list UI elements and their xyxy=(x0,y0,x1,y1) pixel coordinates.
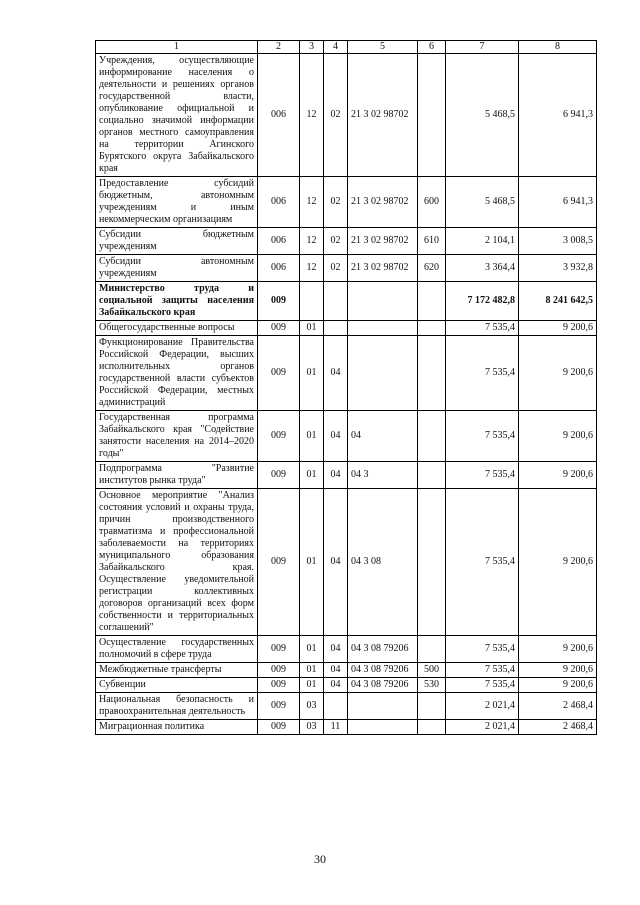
subsection-cell: 11 xyxy=(324,720,348,735)
ministry-code-cell: 006 xyxy=(258,54,300,177)
amount-2015-cell: 7 535,4 xyxy=(446,636,519,663)
section-cell: 01 xyxy=(300,321,324,336)
subsection-cell: 04 xyxy=(324,663,348,678)
amount-2016-cell: 9 200,6 xyxy=(519,462,597,489)
expense-type-cell: 530 xyxy=(418,678,446,693)
row-name-cell: Государственная программа Забайкальского края "Содействие занятости населения на 2014–2020 годы" xyxy=(96,411,258,462)
table-row xyxy=(96,636,597,663)
table-row xyxy=(96,228,597,255)
target-article-cell: 21 3 02 98702 xyxy=(348,177,418,228)
amount-2015-cell: 7 535,4 xyxy=(446,462,519,489)
table-row xyxy=(96,177,597,228)
subsection-cell: 02 xyxy=(324,255,348,282)
row-name-cell: Субсидии бюджетным учреждениям xyxy=(96,228,258,255)
section-cell: 01 xyxy=(300,411,324,462)
row-name-cell: Основное мероприятие "Анализ состояния условий и охраны труда, причин производственного травматизма и профессиональной заболеваемости на территориях муниципального образования Забайкальского края. Осуществление уведомительной регистрации коллективных договоров организаций всех форм собственности и территориальных соглашений" xyxy=(96,489,258,636)
section-cell xyxy=(300,282,324,321)
subsection-cell: 04 xyxy=(324,678,348,693)
expense-type-cell xyxy=(418,636,446,663)
expense-type-cell xyxy=(418,411,446,462)
row-name-cell: Общегосударственные вопросы xyxy=(96,321,258,336)
row-name-cell: Субвенции xyxy=(96,678,258,693)
column-header-4: 4 xyxy=(324,41,348,54)
target-article-cell: 21 3 02 98702 xyxy=(348,54,418,177)
table-row xyxy=(96,678,597,693)
budget-table xyxy=(95,40,597,735)
column-header-5: 5 xyxy=(348,41,418,54)
table-row xyxy=(96,462,597,489)
table-body xyxy=(96,54,597,735)
expense-type-cell xyxy=(418,336,446,411)
row-name-cell: Функционирование Правительства Российской Федерации, высших исполнительных органов государственной власти субъектов Российской Федерации, местных администраций xyxy=(96,336,258,411)
subsection-cell: 04 xyxy=(324,336,348,411)
amount-2015-cell: 7 535,4 xyxy=(446,678,519,693)
target-article-cell xyxy=(348,693,418,720)
ministry-code-cell: 009 xyxy=(258,411,300,462)
ministry-code-cell: 009 xyxy=(258,693,300,720)
ministry-code-cell: 006 xyxy=(258,177,300,228)
amount-2016-cell: 9 200,6 xyxy=(519,636,597,663)
amount-2016-cell: 6 941,3 xyxy=(519,54,597,177)
row-name-cell: Учреждения, осуществляющие информирование населения о деятельности и решениях органов государственной власти, опубликование официальной и социально значимой информации органов местного самоуправления на территории Агинского Бурятского округа Забайкальского края xyxy=(96,54,258,177)
table-header-row xyxy=(96,41,597,54)
expense-type-cell xyxy=(418,321,446,336)
target-article-cell: 21 3 02 98702 xyxy=(348,255,418,282)
column-header-1: 1 xyxy=(96,41,258,54)
amount-2016-cell: 3 932,8 xyxy=(519,255,597,282)
expense-type-cell: 600 xyxy=(418,177,446,228)
column-header-7: 7 xyxy=(446,41,519,54)
expense-type-cell xyxy=(418,54,446,177)
section-cell: 12 xyxy=(300,177,324,228)
table-row xyxy=(96,54,597,177)
row-name-cell: Субсидии автономным учреждениям xyxy=(96,255,258,282)
section-cell: 12 xyxy=(300,54,324,177)
section-cell: 01 xyxy=(300,462,324,489)
amount-2016-cell: 9 200,6 xyxy=(519,321,597,336)
expense-type-cell xyxy=(418,462,446,489)
section-cell: 12 xyxy=(300,255,324,282)
table-row xyxy=(96,411,597,462)
amount-2016-cell: 9 200,6 xyxy=(519,663,597,678)
section-cell: 03 xyxy=(300,720,324,735)
table-row xyxy=(96,693,597,720)
page-number: 30 xyxy=(314,852,326,866)
amount-2015-cell: 2 021,4 xyxy=(446,693,519,720)
ministry-code-cell: 006 xyxy=(258,228,300,255)
table-row xyxy=(96,255,597,282)
amount-2016-cell: 3 008,5 xyxy=(519,228,597,255)
amount-2016-cell: 8 241 642,5 xyxy=(519,282,597,321)
subsection-cell: 02 xyxy=(324,228,348,255)
section-cell: 01 xyxy=(300,663,324,678)
table-row xyxy=(96,489,597,636)
expense-type-cell: 500 xyxy=(418,663,446,678)
amount-2016-cell: 2 468,4 xyxy=(519,720,597,735)
target-article-cell: 04 3 08 79206 xyxy=(348,636,418,663)
ministry-code-cell: 009 xyxy=(258,663,300,678)
section-cell: 12 xyxy=(300,228,324,255)
ministry-code-cell: 009 xyxy=(258,489,300,636)
expense-type-cell xyxy=(418,693,446,720)
expense-type-cell xyxy=(418,720,446,735)
table-row xyxy=(96,321,597,336)
column-header-2: 2 xyxy=(258,41,300,54)
row-name-cell: Предоставление субсидий бюджетным, автономным учреждениям и иным некоммерческим организациям xyxy=(96,177,258,228)
section-cell: 01 xyxy=(300,678,324,693)
amount-2015-cell: 2 021,4 xyxy=(446,720,519,735)
expense-type-cell: 610 xyxy=(418,228,446,255)
column-header-8: 8 xyxy=(519,41,597,54)
section-cell: 01 xyxy=(300,336,324,411)
amount-2016-cell: 9 200,6 xyxy=(519,411,597,462)
target-article-cell: 21 3 02 98702 xyxy=(348,228,418,255)
amount-2015-cell: 5 468,5 xyxy=(446,177,519,228)
row-name-cell: Миграционная политика xyxy=(96,720,258,735)
amount-2015-cell: 7 535,4 xyxy=(446,663,519,678)
subsection-cell: 04 xyxy=(324,489,348,636)
budget-table-page xyxy=(95,40,596,735)
ministry-code-cell: 009 xyxy=(258,462,300,489)
amount-2016-cell: 2 468,4 xyxy=(519,693,597,720)
amount-2016-cell: 6 941,3 xyxy=(519,177,597,228)
ministry-code-cell: 009 xyxy=(258,336,300,411)
subsection-cell: 04 xyxy=(324,636,348,663)
amount-2016-cell: 9 200,6 xyxy=(519,489,597,636)
amount-2016-cell: 9 200,6 xyxy=(519,678,597,693)
amount-2015-cell: 5 468,5 xyxy=(446,54,519,177)
ministry-code-cell: 009 xyxy=(258,678,300,693)
target-article-cell: 04 3 08 xyxy=(348,489,418,636)
target-article-cell xyxy=(348,720,418,735)
amount-2015-cell: 7 172 482,8 xyxy=(446,282,519,321)
target-article-cell: 04 3 08 79206 xyxy=(348,678,418,693)
row-name-cell: Подпрограмма "Развитие институтов рынка труда" xyxy=(96,462,258,489)
section-cell: 01 xyxy=(300,636,324,663)
ministry-code-cell: 009 xyxy=(258,720,300,735)
table-row xyxy=(96,720,597,735)
table-row xyxy=(96,282,597,321)
subsection-cell xyxy=(324,693,348,720)
subsection-cell: 04 xyxy=(324,411,348,462)
amount-2015-cell: 3 364,4 xyxy=(446,255,519,282)
subsection-cell: 02 xyxy=(324,54,348,177)
row-name-cell: Национальная безопасность и правоохранительная деятельность xyxy=(96,693,258,720)
ministry-code-cell: 006 xyxy=(258,255,300,282)
amount-2015-cell: 7 535,4 xyxy=(446,411,519,462)
expense-type-cell xyxy=(418,282,446,321)
table-row xyxy=(96,336,597,411)
amount-2015-cell: 7 535,4 xyxy=(446,336,519,411)
column-header-6: 6 xyxy=(418,41,446,54)
target-article-cell: 04 3 xyxy=(348,462,418,489)
section-cell: 03 xyxy=(300,693,324,720)
target-article-cell: 04 3 08 79206 xyxy=(348,663,418,678)
ministry-code-cell: 009 xyxy=(258,282,300,321)
row-name-cell: Министерство труда и социальной защиты населения Забайкальского края xyxy=(96,282,258,321)
subsection-cell: 02 xyxy=(324,177,348,228)
section-cell: 01 xyxy=(300,489,324,636)
expense-type-cell xyxy=(418,489,446,636)
ministry-code-cell: 009 xyxy=(258,636,300,663)
table-row xyxy=(96,663,597,678)
target-article-cell xyxy=(348,282,418,321)
amount-2015-cell: 2 104,1 xyxy=(446,228,519,255)
amount-2016-cell: 9 200,6 xyxy=(519,336,597,411)
subsection-cell xyxy=(324,282,348,321)
row-name-cell: Осуществление государственных полномочий в сфере труда xyxy=(96,636,258,663)
target-article-cell xyxy=(348,336,418,411)
amount-2015-cell: 7 535,4 xyxy=(446,489,519,636)
expense-type-cell: 620 xyxy=(418,255,446,282)
ministry-code-cell: 009 xyxy=(258,321,300,336)
amount-2015-cell: 7 535,4 xyxy=(446,321,519,336)
column-header-3: 3 xyxy=(300,41,324,54)
row-name-cell: Межбюджетные трансферты xyxy=(96,663,258,678)
subsection-cell: 04 xyxy=(324,462,348,489)
subsection-cell xyxy=(324,321,348,336)
target-article-cell xyxy=(348,321,418,336)
target-article-cell: 04 xyxy=(348,411,418,462)
